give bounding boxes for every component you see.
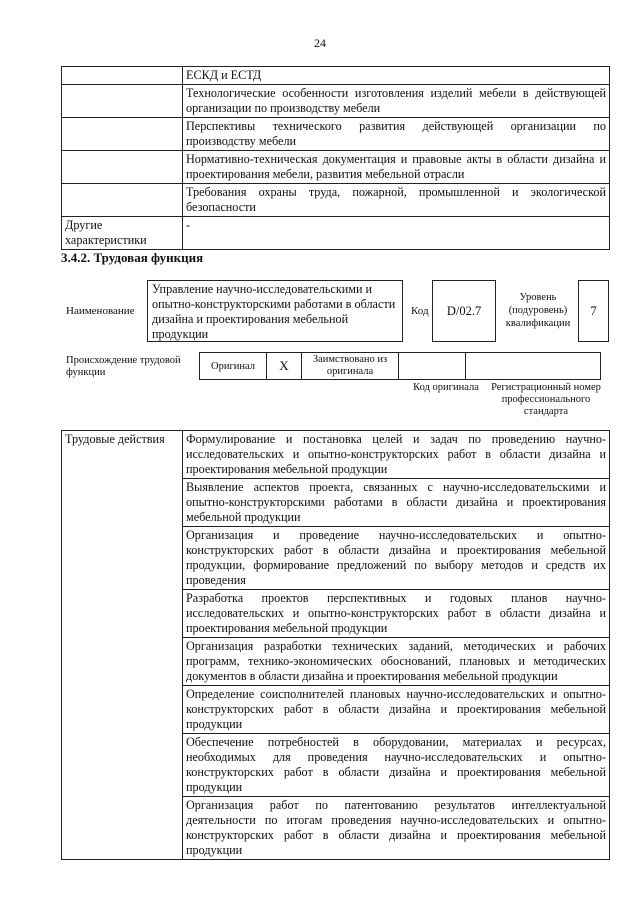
borrowed-label: Заимствовано из оригинала <box>302 353 399 380</box>
knowledge-table <box>61 66 610 250</box>
origin-label: Происхождение трудовой функции <box>66 355 181 378</box>
table-row <box>62 85 610 118</box>
level-label: Уровень (подуровень) квалификации <box>505 292 571 329</box>
original-code-caption: Код оригинала <box>413 382 479 393</box>
row-label <box>62 85 183 118</box>
labor-action-item: Организация разработки технических заданий, методических и рабочих программ, технико-экономических обоснований, плановых и методических документов в области дизайна и проектирования мебельной продукции <box>183 638 610 686</box>
row-label <box>62 67 183 85</box>
labor-action-item: Обеспечение потребностей в оборудовании, материалах и ресурсах, необходимых для проведения научно-исследовательских и опытно-конструкторских работ в области дизайна и проектирования мебельной продукции <box>183 734 610 797</box>
table-row <box>62 184 610 217</box>
row-label <box>62 118 183 151</box>
row-text: ЕСКД и ЕСТД <box>183 67 610 85</box>
row-label <box>62 184 183 217</box>
page-number: 24 <box>314 36 326 50</box>
reg-number-cell <box>466 353 601 380</box>
name-label: Наименование <box>66 305 135 317</box>
original-mark: X <box>267 353 302 380</box>
origin-table <box>199 352 601 380</box>
table-row <box>62 431 610 479</box>
function-name: Управление научно-исследовательскими и опытно-конструкторскими работами в области дизайна и проектирования мебельной продукции <box>147 280 403 342</box>
row-text: Технологические особенности изготовления изделий мебели в действующей организации по производству мебели <box>183 85 610 118</box>
labor-action-item: Формулирование и постановка целей и задач по проведению научно-исследовательских и опытно-конструкторских работ в области дизайна и проектирования мебельной продукции <box>183 431 610 479</box>
labor-action-item: Выявление аспектов проекта, связанных с научно-исследовательскими и опытно-конструкторскими работами в области дизайна и проектирования мебельной продукции <box>183 479 610 527</box>
row-text: Требования охраны труда, пожарной, промышленной и экологической безопасности <box>183 184 610 217</box>
table-row <box>62 217 610 250</box>
section-title: 3.4.2. Трудовая функция <box>61 250 204 265</box>
row-text: Нормативно-техническая документация и правовые акты в области дизайна и проектирования мебели, развития мебельной отрасли <box>183 151 610 184</box>
labor-action-item: Определение соисполнителей плановых научно-исследовательских и опытно-конструкторских работ в области дизайна и проектирования мебельной продукции <box>183 686 610 734</box>
labor-action-item: Организация и проведение научно-исследовательских и опытно-конструкторских работ в области дизайна и проектирования мебельной продукции, формирование предложений по выбору методов и средств их проведения <box>183 527 610 590</box>
code-label: Код <box>411 305 429 317</box>
labor-action-item: Организация работ по патентованию результатов интеллектуальной деятельности по итогам проведения научно-исследовательских и опытно-конструкторских работ в области дизайна и проектирования мебельной продукции <box>183 797 610 860</box>
function-code: D/02.7 <box>432 280 496 342</box>
reg-number-caption: Регистрационный номер профессионального стандарта <box>491 382 601 417</box>
row-text: - <box>183 217 610 250</box>
original-code-cell <box>399 353 466 380</box>
original-label: Оригинал <box>200 353 267 380</box>
table-row <box>62 67 610 85</box>
row-label-other: Другие характеристики <box>62 217 183 250</box>
labor-actions-table <box>61 430 610 860</box>
labor-action-item: Разработка проектов перспективных и годовых планов научно-исследовательских и опытно-конструкторских работ в области дизайна и проектирования мебельной продукции <box>183 590 610 638</box>
qualification-level: 7 <box>578 280 609 342</box>
row-label <box>62 151 183 184</box>
table-row <box>62 118 610 151</box>
table-row <box>62 151 610 184</box>
row-text: Перспективы технического развития действующей организации по производству мебели <box>183 118 610 151</box>
labor-actions-label: Трудовые действия <box>62 431 183 860</box>
